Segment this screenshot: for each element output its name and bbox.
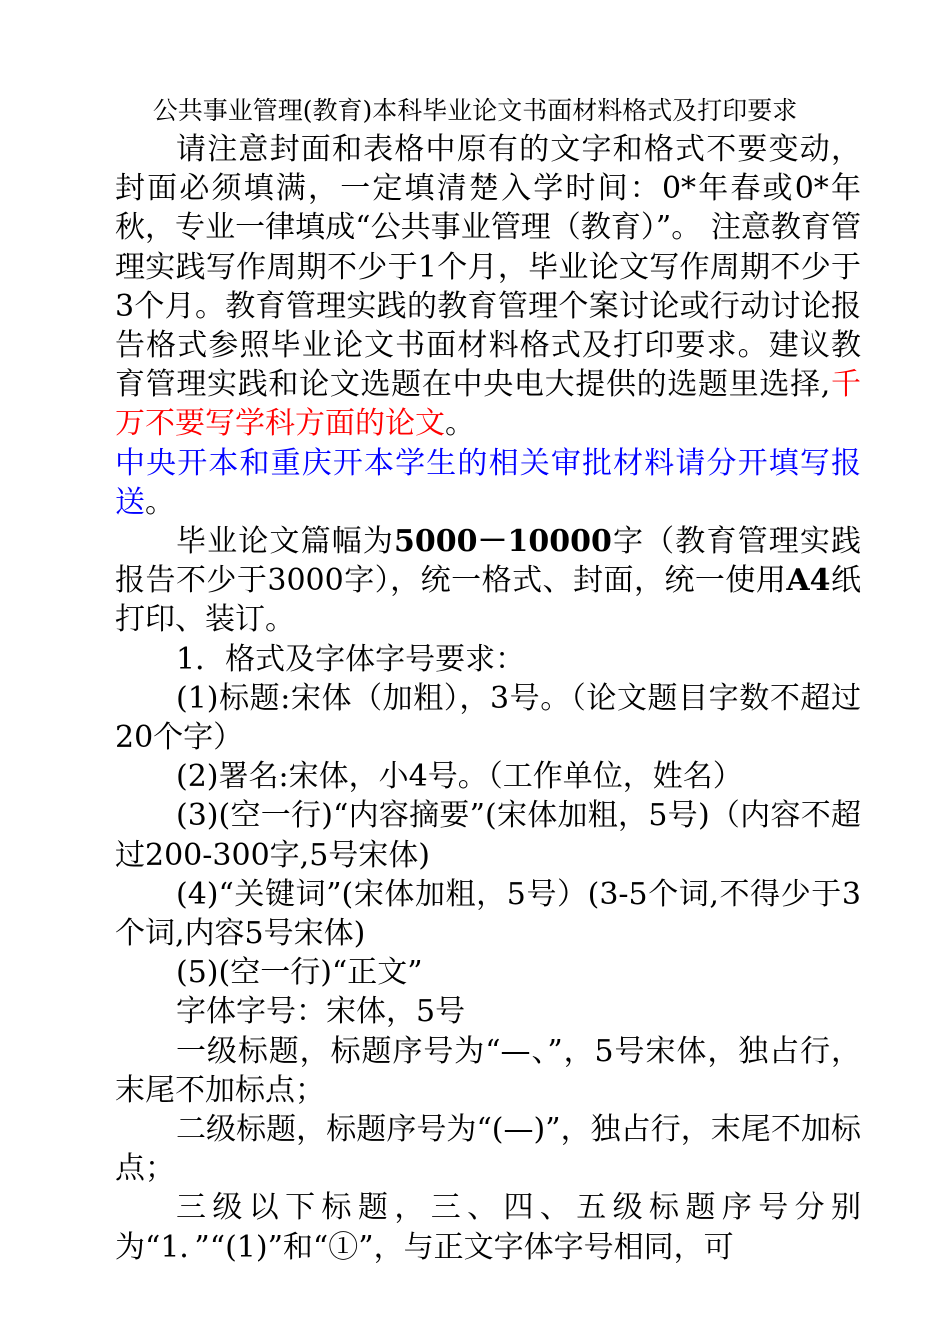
red-warning-text: 千万不要写学科方面的论文 [115, 367, 861, 442]
length-paragraph [115, 522, 861, 640]
document-body [115, 130, 861, 1267]
blue-notice-end: 。 [145, 484, 175, 520]
intro-text: 请注意封面和表格中原有的文字和格式不要变动，封面必须填满，一定填清楚入学时间：0*年春或0*年秋，专业一律填成“公共事业管理（教育）”。 注意教育管理实践写作周期不少于1个月，毕业论文写作周期不少于3个月。教育管理实践的教育管理个案讨论或行动讨论报告格式参照毕业论文书面材料格式及打印要求。建议教育管理实践和论文选题在中央电大提供的选题里选择, [115, 132, 861, 403]
format-item-keywords: (4)“关键词”(宋体加粗，5号）(3-5个词,不得少于3个词,内容5号宋体) [115, 876, 861, 952]
format-level3-heading: 三级以下标题，三、四、五级标题序号分别为“1．”“(1)”和“①”，与正文字体字号相同，可 [115, 1190, 861, 1265]
format-level2-heading: 二级标题，标题序号为“(—)”，独占行，末尾不加标点； [115, 1112, 861, 1187]
blue-notice-text: 中央开本和重庆开本学生的相关审批材料请分开填写报送 [115, 445, 861, 520]
blue-notice-paragraph [115, 444, 861, 522]
paper-size: A4 [786, 563, 831, 599]
format-level1-heading: 一级标题，标题序号为“—、”，5号宋体，独占行，末尾不加标点； [115, 1033, 861, 1108]
length-a: 毕业论文篇幅为 [176, 524, 394, 560]
format-item-abstract: (3)(空一行)“内容摘要”(宋体加粗，5号)（内容不超过200-300字,5号宋体) [115, 798, 861, 873]
length-e: 纸打印、装订。 [115, 563, 861, 638]
format-item-signature: (2)署名:宋体，小4号。（工作单位，姓名） [176, 759, 743, 795]
length-c: 字（教育管理实践报告不少于3000字），统一格式、封面，统一使用 [115, 524, 862, 599]
intro-end: 。 [445, 406, 475, 442]
format-heading: 1．格式及字体字号要求： [176, 641, 526, 677]
document-title: 公共事业管理(教育)本科毕业论文书面材料格式及打印要求 [152, 96, 798, 125]
format-item-body: (5)(空一行)“正文” [176, 955, 423, 991]
format-body-font: 字体字号：宋体，5号 [176, 994, 466, 1030]
length-range: 5000－10000 [394, 524, 612, 560]
format-item-title: (1)标题:宋体（加粗），3号。（论文题目字数不超过20个字） [115, 680, 861, 756]
intro-paragraph [115, 130, 861, 444]
